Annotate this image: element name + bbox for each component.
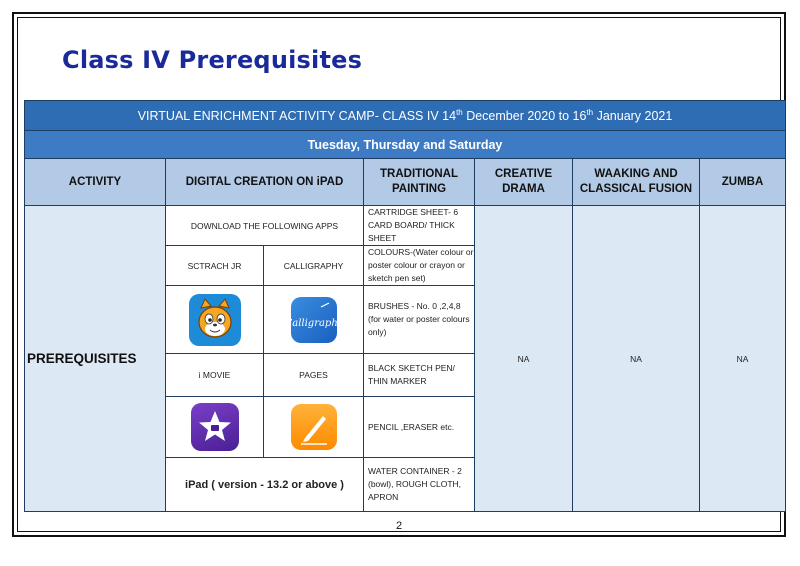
imovie-cell xyxy=(166,397,264,458)
calligraphy-cell xyxy=(264,286,364,354)
header-fusion: WAAKING AND CLASSICAL FUSION xyxy=(573,159,700,206)
prerequisites-label: PREREQUISITES xyxy=(25,206,166,512)
painting-item-2: COLOURS-(Water colour or poster colour or crayon or sketch pen set) xyxy=(364,246,475,286)
fusion-value: NA xyxy=(573,206,700,512)
camp-banner: VIRTUAL ENRICHMENT ACTIVITY CAMP- CLASS IV 14th December 2020 to 16th January 2021 xyxy=(25,101,786,131)
header-creative-drama: CREATIVE DRAMA xyxy=(475,159,573,206)
app-name-calligraphy: CALLIGRAPHY xyxy=(264,246,364,286)
calligraphy-app-icon xyxy=(284,297,343,343)
painting-item-1: CARTRIDGE SHEET- 6 CARD BOARD/ THICK SHEET xyxy=(364,206,475,246)
app-name-pages: PAGES xyxy=(264,354,364,397)
schedule-days: Tuesday, Thursday and Saturday xyxy=(25,131,786,159)
prerequisites-table xyxy=(24,100,786,512)
pages-pen-icon xyxy=(291,404,337,450)
app-name-imovie: i MOVIE xyxy=(166,354,264,397)
imovie-star-icon xyxy=(191,403,239,451)
download-apps-note: DOWNLOAD THE FOLLOWING APPS xyxy=(166,206,364,246)
page-title: Class IV Prerequisites xyxy=(62,46,363,74)
scratch-jr-cell xyxy=(166,286,264,354)
painting-item-6: WATER CONTAINER - 2 (bowl), ROUGH CLOTH, APRON xyxy=(364,458,475,512)
header-activity: ACTIVITY xyxy=(25,159,166,206)
header-digital-creation: DIGITAL CREATION ON iPAD xyxy=(166,159,364,206)
header-traditional-painting: TRADITIONAL PAINTING xyxy=(364,159,475,206)
painting-item-3: BRUSHES - No. 0 ,2,4,8 (for water or poster colours only) xyxy=(364,286,475,354)
painting-item-4: BLACK SKETCH PEN/ THIN MARKER xyxy=(364,354,475,397)
svg-text:Calligraphy: Calligraphy xyxy=(284,317,343,329)
painting-item-5: PENCIL ,ERASER etc. xyxy=(364,397,475,458)
app-name-scratch-jr: SCTRACH JR xyxy=(166,246,264,286)
page-number: 2 xyxy=(396,520,403,532)
drama-value: NA xyxy=(475,206,573,512)
scratch-jr-cat-icon xyxy=(189,294,241,346)
header-zumba: ZUMBA xyxy=(700,159,786,206)
zumba-value: NA xyxy=(700,206,786,512)
ipad-version-note: iPad ( version - 13.2 or above ) xyxy=(166,458,364,512)
pages-cell xyxy=(264,397,364,458)
